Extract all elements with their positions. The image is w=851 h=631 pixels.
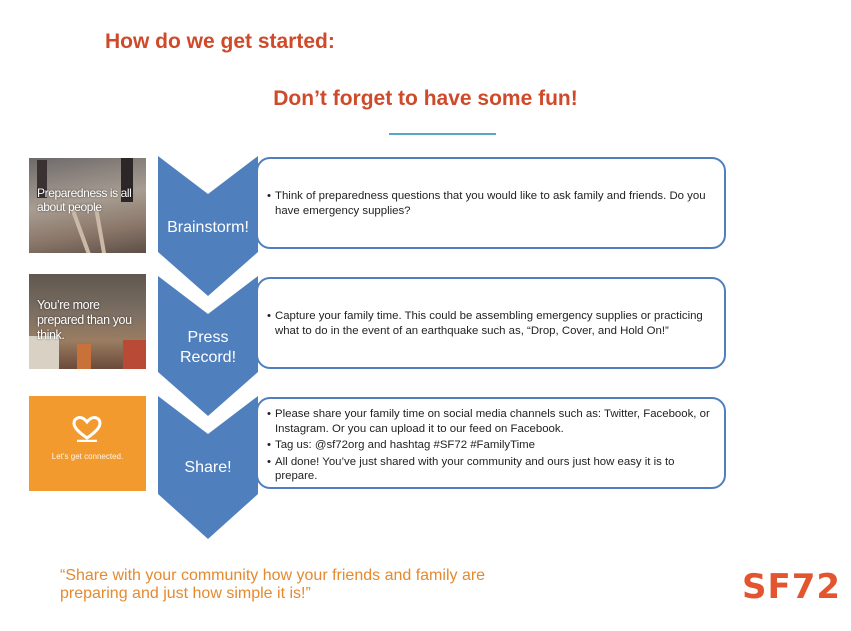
step-label: Share! — [184, 459, 232, 476]
bullet-item: • All done! You’ve just shared with your community and ours just how easy it is to prepare. — [264, 455, 718, 484]
step-chevron-record — [158, 276, 258, 416]
bullet-item: • Tag us: @sf72org and hashtag #SF72 #FamilyTime — [264, 438, 718, 453]
photo-preparedness-people — [29, 158, 146, 253]
step-label: Press Record! — [179, 329, 237, 366]
bullet-item: • Think of preparedness questions that you would like to ask family and friends. Do you have emergency supplies? — [264, 189, 714, 218]
step-chevron-brainstorm — [158, 156, 258, 296]
step-box-brainstorm — [256, 157, 726, 249]
bullet-item: • Capture your family time. This could be assembling emergency supplies or practicing what to do in the event of an earthquake such as, “Drop, Cover, and Hold On!” — [264, 309, 714, 338]
bullet-list — [264, 309, 714, 338]
page-title: How do we get started: — [105, 30, 335, 53]
share-tile — [29, 396, 146, 491]
step-label: Brainstorm! — [167, 219, 249, 236]
heart-icon — [71, 416, 103, 442]
photo-detail — [123, 340, 146, 369]
share-tagline: Let’s get connected. — [51, 452, 124, 461]
bullet-list — [264, 407, 718, 484]
title-divider — [389, 133, 496, 135]
page-subtitle: Don’t forget to have some fun! — [273, 87, 578, 110]
photo-more-prepared — [29, 274, 146, 369]
photo-detail — [71, 209, 95, 253]
sf72-logo: SF72 — [742, 567, 842, 607]
step-box-record — [256, 277, 726, 369]
bullet-list — [264, 189, 714, 218]
photo-caption: You’re more prepared than you think. — [37, 298, 132, 342]
step-box-share — [256, 397, 726, 489]
photo-caption: Preparedness is all about people — [37, 186, 132, 214]
bullet-item: • Please share your family time on social media channels such as: Twitter, Facebook, or Instagram. Or you can upload it to our feed on Facebook. — [264, 407, 718, 436]
photo-detail — [77, 344, 91, 369]
step-chevron-share — [158, 396, 258, 539]
footer-quote: “Share with your community how your friends and family are preparing and just how simple it is!” — [60, 567, 486, 602]
